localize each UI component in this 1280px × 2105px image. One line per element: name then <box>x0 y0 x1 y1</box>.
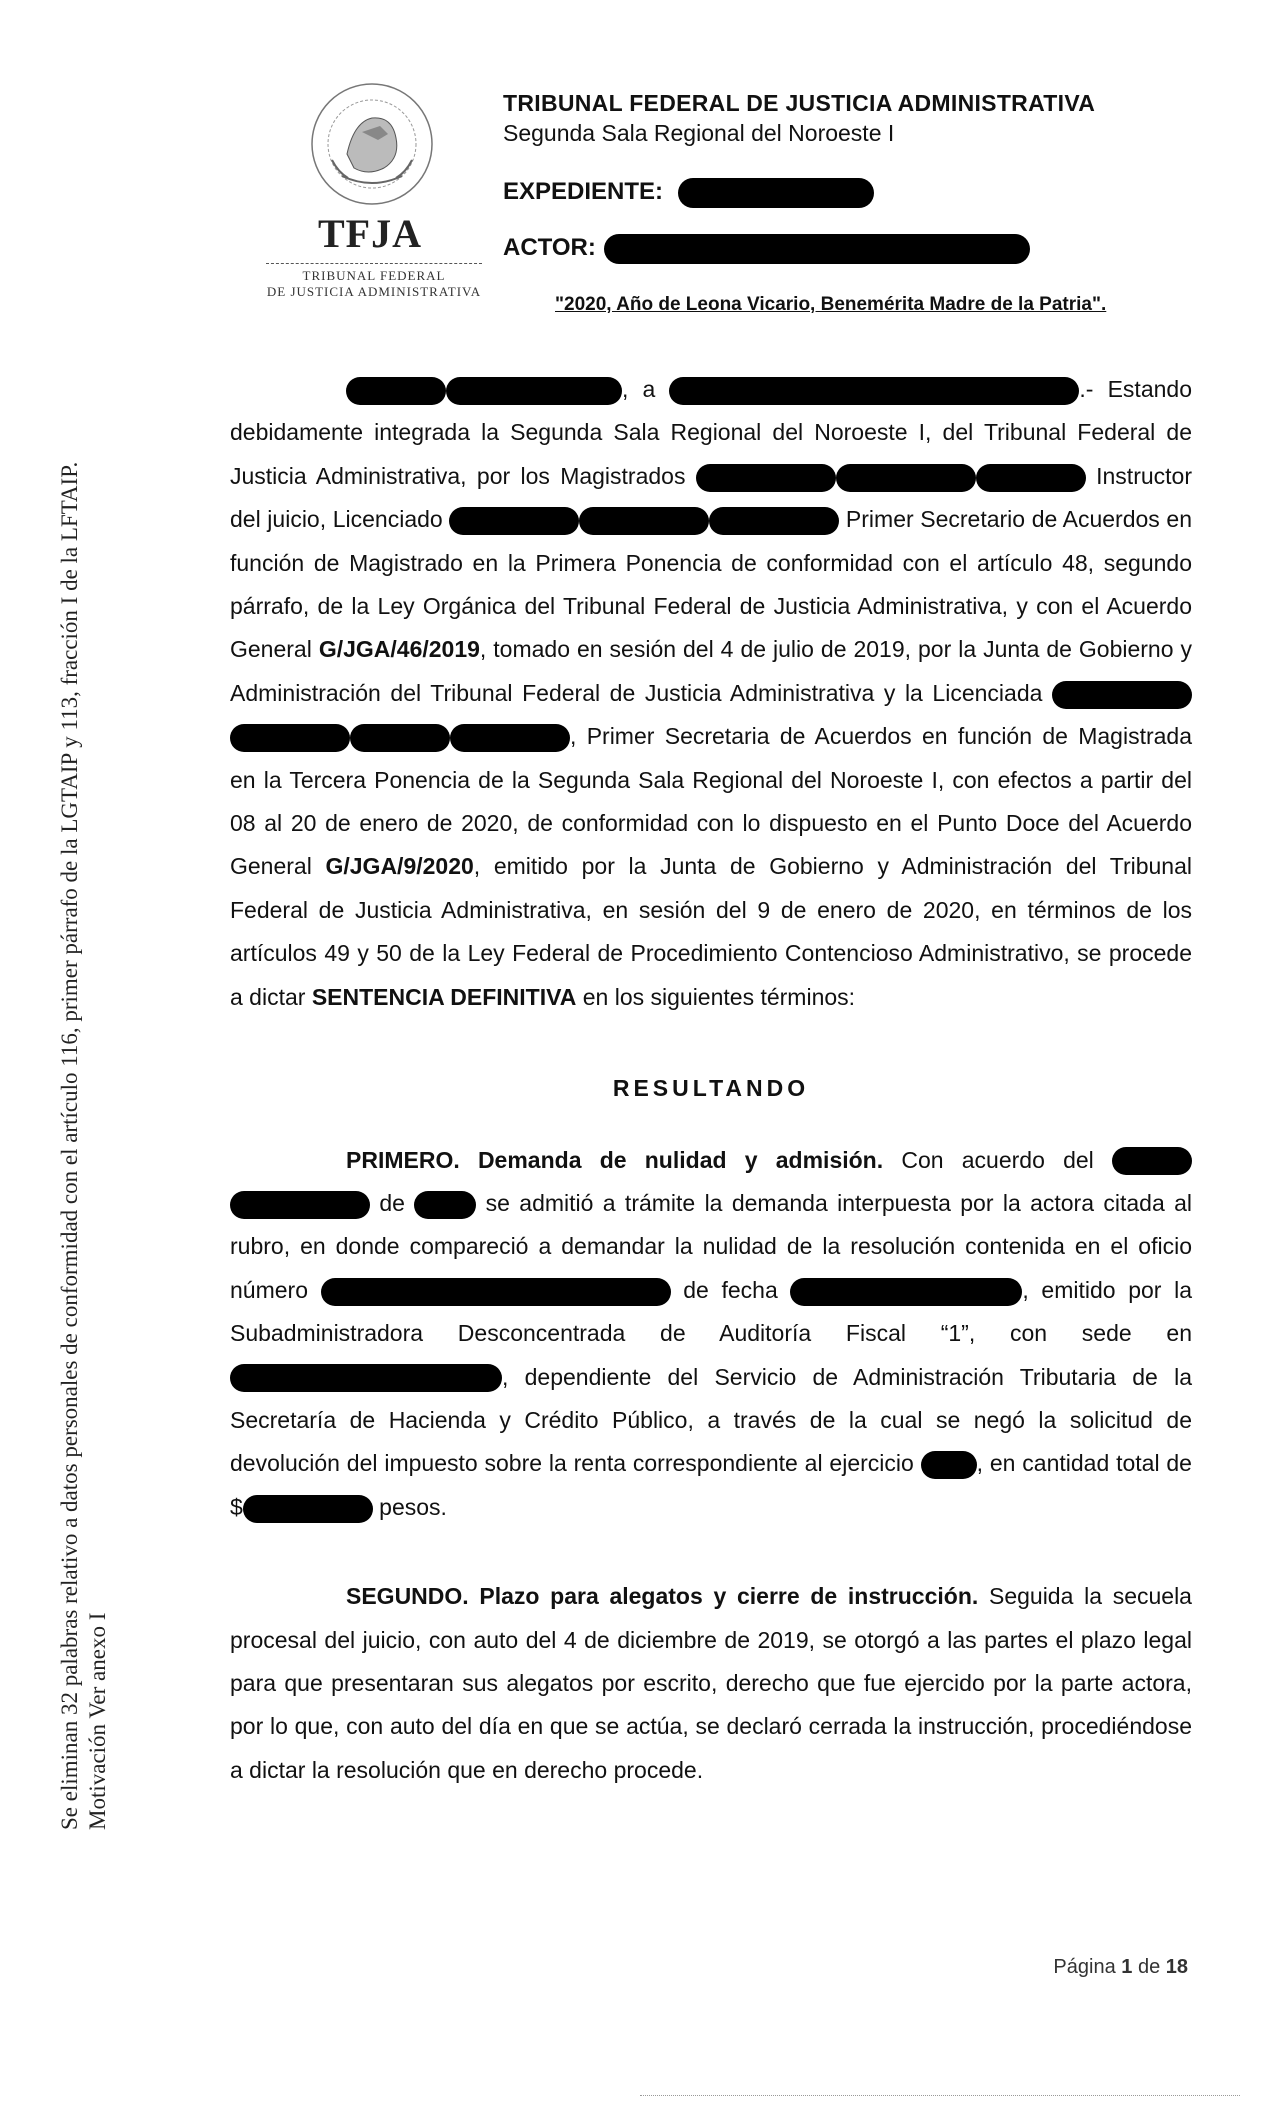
actor-label: ACTOR: <box>503 234 596 261</box>
redaction-actor <box>604 234 1030 264</box>
logo-divider <box>266 263 482 264</box>
redaction-box <box>976 464 1086 492</box>
primero-paragraph: PRIMERO. Demanda de nulidad y admisión. Con acuerdo del de se admitió a trámite la demanda interpuesta por la actora citada al rubro, en donde compareció a demandar la nulidad de la resolución contenida en el oficio número de fecha , emitido por la Subadministradora Desconcentrada de Auditoría Fiscal “1”, con sede en , dependiente del Servicio de Administración Tributaria de la Secretaría de Hacienda y Crédito Público, a través de la cual se negó la solicitud de devolución del impuesto sobre la renta correspondiente al ejercicio , en cantidad total de $ pesos. <box>230 1139 1192 1530</box>
page-number: Página 1 de 18 <box>1053 1956 1188 1978</box>
opening-paragraph: , a .- Estando debidamente integrada la Segunda Sala Regional del Noroeste I, del Tribunal Federal de Justicia Administrativa, por los Magistrados Instructor del juicio, Licenciado Primer Secretario de Acuerdos en función de Magistrado en la Primera Ponencia de conformidad con el artículo 48, segundo párrafo, de la Ley Orgánica del Tribunal Federal de Justicia Administrativa, y con el Acuerdo General G/JGA/46/2019, tomado en sesión del 4 de julio de 2019, por la Junta de Gobierno y Administración del Tribunal Federal de Justicia Administrativa y la Licenciada , Primer Secretaria de Acuerdos en función de Magistrada en la Tercera Ponencia de la Segunda Sala Regional del Noroeste I, con efectos a partir del 08 al 20 de enero de 2020, de conformidad con lo dispuesto en el Punto Doce del Acuerdo General G/JGA/9/2020, emitido por la Junta de Gobierno y Administración del Tribunal Federal de Justicia Administrativa, en sesión del 9 de enero de 2020, en términos de los artículos 49 y 50 de la Ley Federal de Procedimiento Contencioso Administrativo, se procede a dictar SENTENCIA DEFINITIVA en los siguientes términos: <box>230 376 1192 1010</box>
redaction-box <box>921 1451 977 1479</box>
redaction-box <box>450 724 570 752</box>
redaction-box <box>1112 1147 1192 1175</box>
redaction-box <box>321 1278 671 1306</box>
redaction-box <box>230 724 350 752</box>
redaction-box <box>414 1191 476 1219</box>
redaction-note-line-2: Motivación Ver anexo I <box>85 1612 110 1830</box>
tfja-logo-acronym: TFJA <box>318 211 422 256</box>
document-body <box>230 368 1192 1792</box>
redaction-box <box>230 1191 370 1219</box>
redaction-box <box>350 724 450 752</box>
redaction-expediente <box>678 178 874 208</box>
segundo-paragraph: SEGUNDO. Plazo para alegatos y cierre de instrucción. Seguida la secuela procesal del juicio, con auto del 4 de diciembre de 2019, se otorgó a las partes el plazo legal para que presentaran sus alegatos por escrito, derecho que fue ejercido por la parte actora, por lo que, con auto del día en que se actúa, se declaró cerrada la instrucción, procediéndose a dictar la resolución que en derecho procede. <box>230 1583 1192 1783</box>
redaction-box <box>696 464 836 492</box>
year-motto: "2020, Año de Leona Vicario, Benemérita Madre de la Patria". <box>555 294 1107 315</box>
redaction-box <box>579 507 709 535</box>
redaction-box <box>230 1364 502 1392</box>
scan-edge-line <box>640 2095 1240 2096</box>
redaction-box <box>790 1278 1022 1306</box>
redaction-box <box>1052 681 1192 709</box>
court-title: TRIBUNAL FEDERAL DE JUSTICIA ADMINISTRATIVA <box>503 90 1096 116</box>
expediente-label: EXPEDIENTE: <box>503 178 664 205</box>
section-heading-resultando: RESULTANDO <box>612 1075 810 1102</box>
redaction-legal-note <box>56 462 112 1830</box>
redaction-box <box>836 464 976 492</box>
redaction-note-line-1: Se eliminan 32 palabras relativo a datos personales de conformidad con el artículo 116, primer párrafo de la LGTAIP y 113, fracción I de la LFTAIP. <box>57 461 82 1830</box>
logo-line-1: TRIBUNAL FEDERAL <box>302 268 446 283</box>
redaction-box <box>243 1495 373 1523</box>
redaction-box <box>669 377 1079 405</box>
court-chamber: Segunda Sala Regional del Noroeste I <box>503 120 895 146</box>
redaction-box <box>449 507 579 535</box>
mexican-coat-of-arms-seal <box>292 72 452 222</box>
redaction-box <box>346 377 446 405</box>
logo-line-2: DE JUSTICIA ADMINISTRATIVA <box>266 284 482 299</box>
redaction-box <box>446 377 622 405</box>
redaction-box <box>709 507 839 535</box>
